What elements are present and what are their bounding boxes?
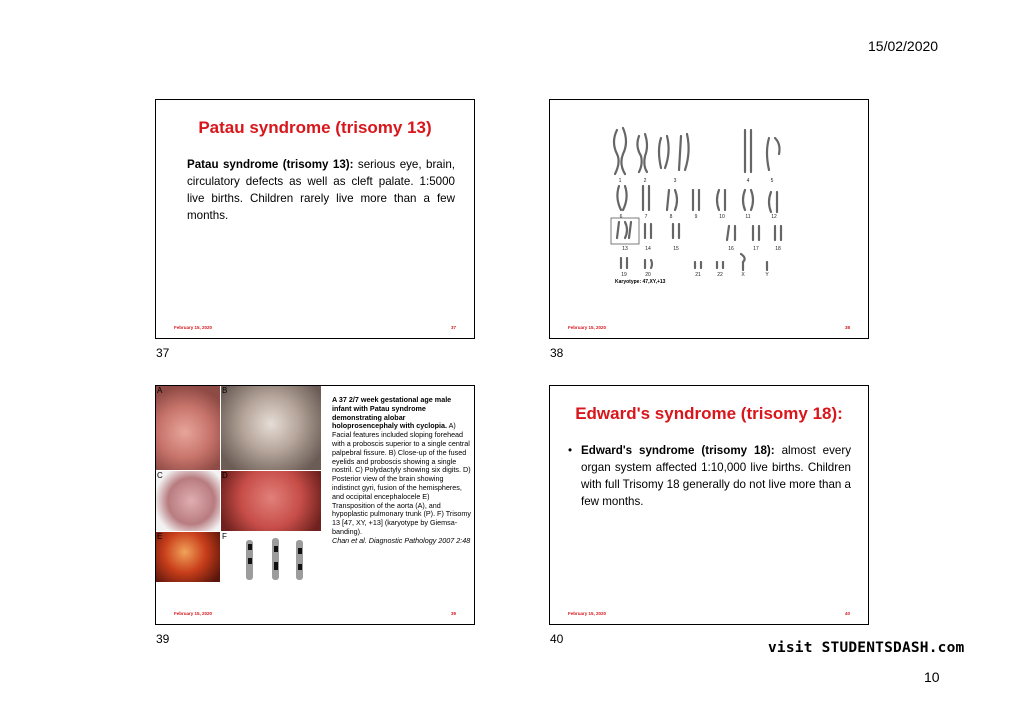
chrom-label: X: [741, 272, 745, 278]
chrom-label: 10: [719, 214, 725, 220]
chrom-label: 14: [645, 246, 651, 252]
panel-label-e: E: [157, 532, 163, 541]
slide-40: [549, 385, 869, 625]
slide-footer-number: 38: [844, 325, 850, 330]
brand-link[interactable]: visit STUDENTSDASH.com: [768, 640, 965, 656]
chrom-label: 5: [770, 178, 774, 184]
slide-37: [155, 99, 475, 339]
panel-label-b: B: [222, 386, 228, 395]
slide-number-label: 38: [550, 346, 564, 360]
chrom-label: 6: [619, 214, 623, 220]
caption-bold: A 37 2/7 week gestational age male infant with Patau syndrome demonstrating alobar holoprosencephaly with cyclopia.: [332, 395, 452, 431]
chrom-label: 9: [694, 214, 698, 220]
slide-number-label: 39: [156, 632, 170, 646]
chrom-label: 15: [673, 246, 679, 252]
slide-title: Edward's syndrome (trisomy 18):: [575, 404, 843, 423]
slide-number-label: 40: [550, 632, 564, 646]
chrom-label: 2: [643, 178, 647, 184]
panel-label-c: C: [157, 471, 163, 480]
photo-e: [156, 532, 220, 582]
chrom-label: 18: [775, 246, 781, 252]
body-text: almost every organ system affected 1:10,000 live births. Children with full Trisomy 18 generally do not live more than a few months.: [581, 444, 852, 508]
chrom-label: 12: [771, 214, 777, 220]
chrom-label: 21: [695, 272, 701, 278]
chrom-label: 17: [753, 246, 759, 252]
karyotype-caption: Karyotype: 47,XY,+13: [615, 279, 666, 285]
karyotype-image: [605, 112, 805, 292]
slide-footer-date: February 15, 2020: [174, 611, 213, 616]
panel-label-a: A: [157, 386, 163, 395]
chrom-label: 3: [673, 178, 677, 184]
photo-b: [221, 386, 321, 470]
chrom-label: 16: [728, 246, 734, 252]
slide-38: [549, 99, 869, 339]
page-number: 10: [924, 669, 940, 685]
chrom-label: 7: [644, 214, 648, 220]
slide-footer-date: February 15, 2020: [174, 325, 213, 330]
chrom-label: 11: [745, 214, 751, 220]
slide-footer-number: 37: [450, 325, 456, 330]
slide-footer-number: 40: [844, 611, 850, 616]
chrom-label: 19: [621, 272, 627, 278]
body-bold: Edward's syndrome (trisomy 18):: [581, 444, 775, 457]
slide-body: [187, 156, 455, 224]
chrom-label: 22: [717, 272, 723, 278]
page-date: 15/02/2020: [868, 38, 939, 54]
slide-footer-date: February 15, 2020: [568, 325, 607, 330]
chrom-label: 13: [622, 246, 628, 252]
slide-footer-number: 39: [450, 611, 456, 616]
chrom-label: 4: [746, 178, 750, 184]
photo-a: [156, 386, 220, 470]
karyotype-trisomy-13-image: [236, 536, 316, 582]
chrom-label: 1: [618, 178, 622, 184]
slide-body: [568, 442, 851, 510]
slide-title: Patau syndrome (trisomy 13): [198, 118, 432, 137]
slide-footer-date: February 15, 2020: [568, 611, 607, 616]
body-text: serious eye, brain, circulatory defects as well as cleft palate. 1:5000 live births. Children rarely live more than a few months.: [187, 158, 455, 222]
panel-label-d: D: [222, 471, 228, 480]
photo-d: [221, 471, 321, 531]
citation: Chan et al. Diagnostic Pathology 2007 2:48: [332, 535, 471, 545]
panel-label-f: F: [222, 532, 227, 541]
figure-caption: [332, 396, 472, 546]
chrom-label: 20: [645, 272, 651, 278]
slide-39: [155, 385, 475, 625]
slide-number-label: 37: [156, 346, 170, 360]
chrom-label: 8: [669, 214, 673, 220]
caption-text: A) Facial features included sloping forehead with a proboscis superior to a single central palpebral fissure. B) Close-up of the fused eyelids and proboscis showing a single nostril. C) Polydactyly showing six digits. D) Posterior view of the brain showing indistinct gyri, fusion of the hemispheres, and occipital encephalocele E) Transposition of the aorta (A), and hypoplastic pulmonary trunk (P). F) Trisomy 13 [47, XY, +13] (karyotype by Giemsa-banding).: [332, 421, 471, 536]
bullet-icon: •: [568, 444, 573, 457]
body-bold: Patau syndrome (trisomy 13):: [187, 158, 354, 171]
chrom-label: Y: [765, 272, 769, 278]
photo-c: [156, 471, 220, 531]
